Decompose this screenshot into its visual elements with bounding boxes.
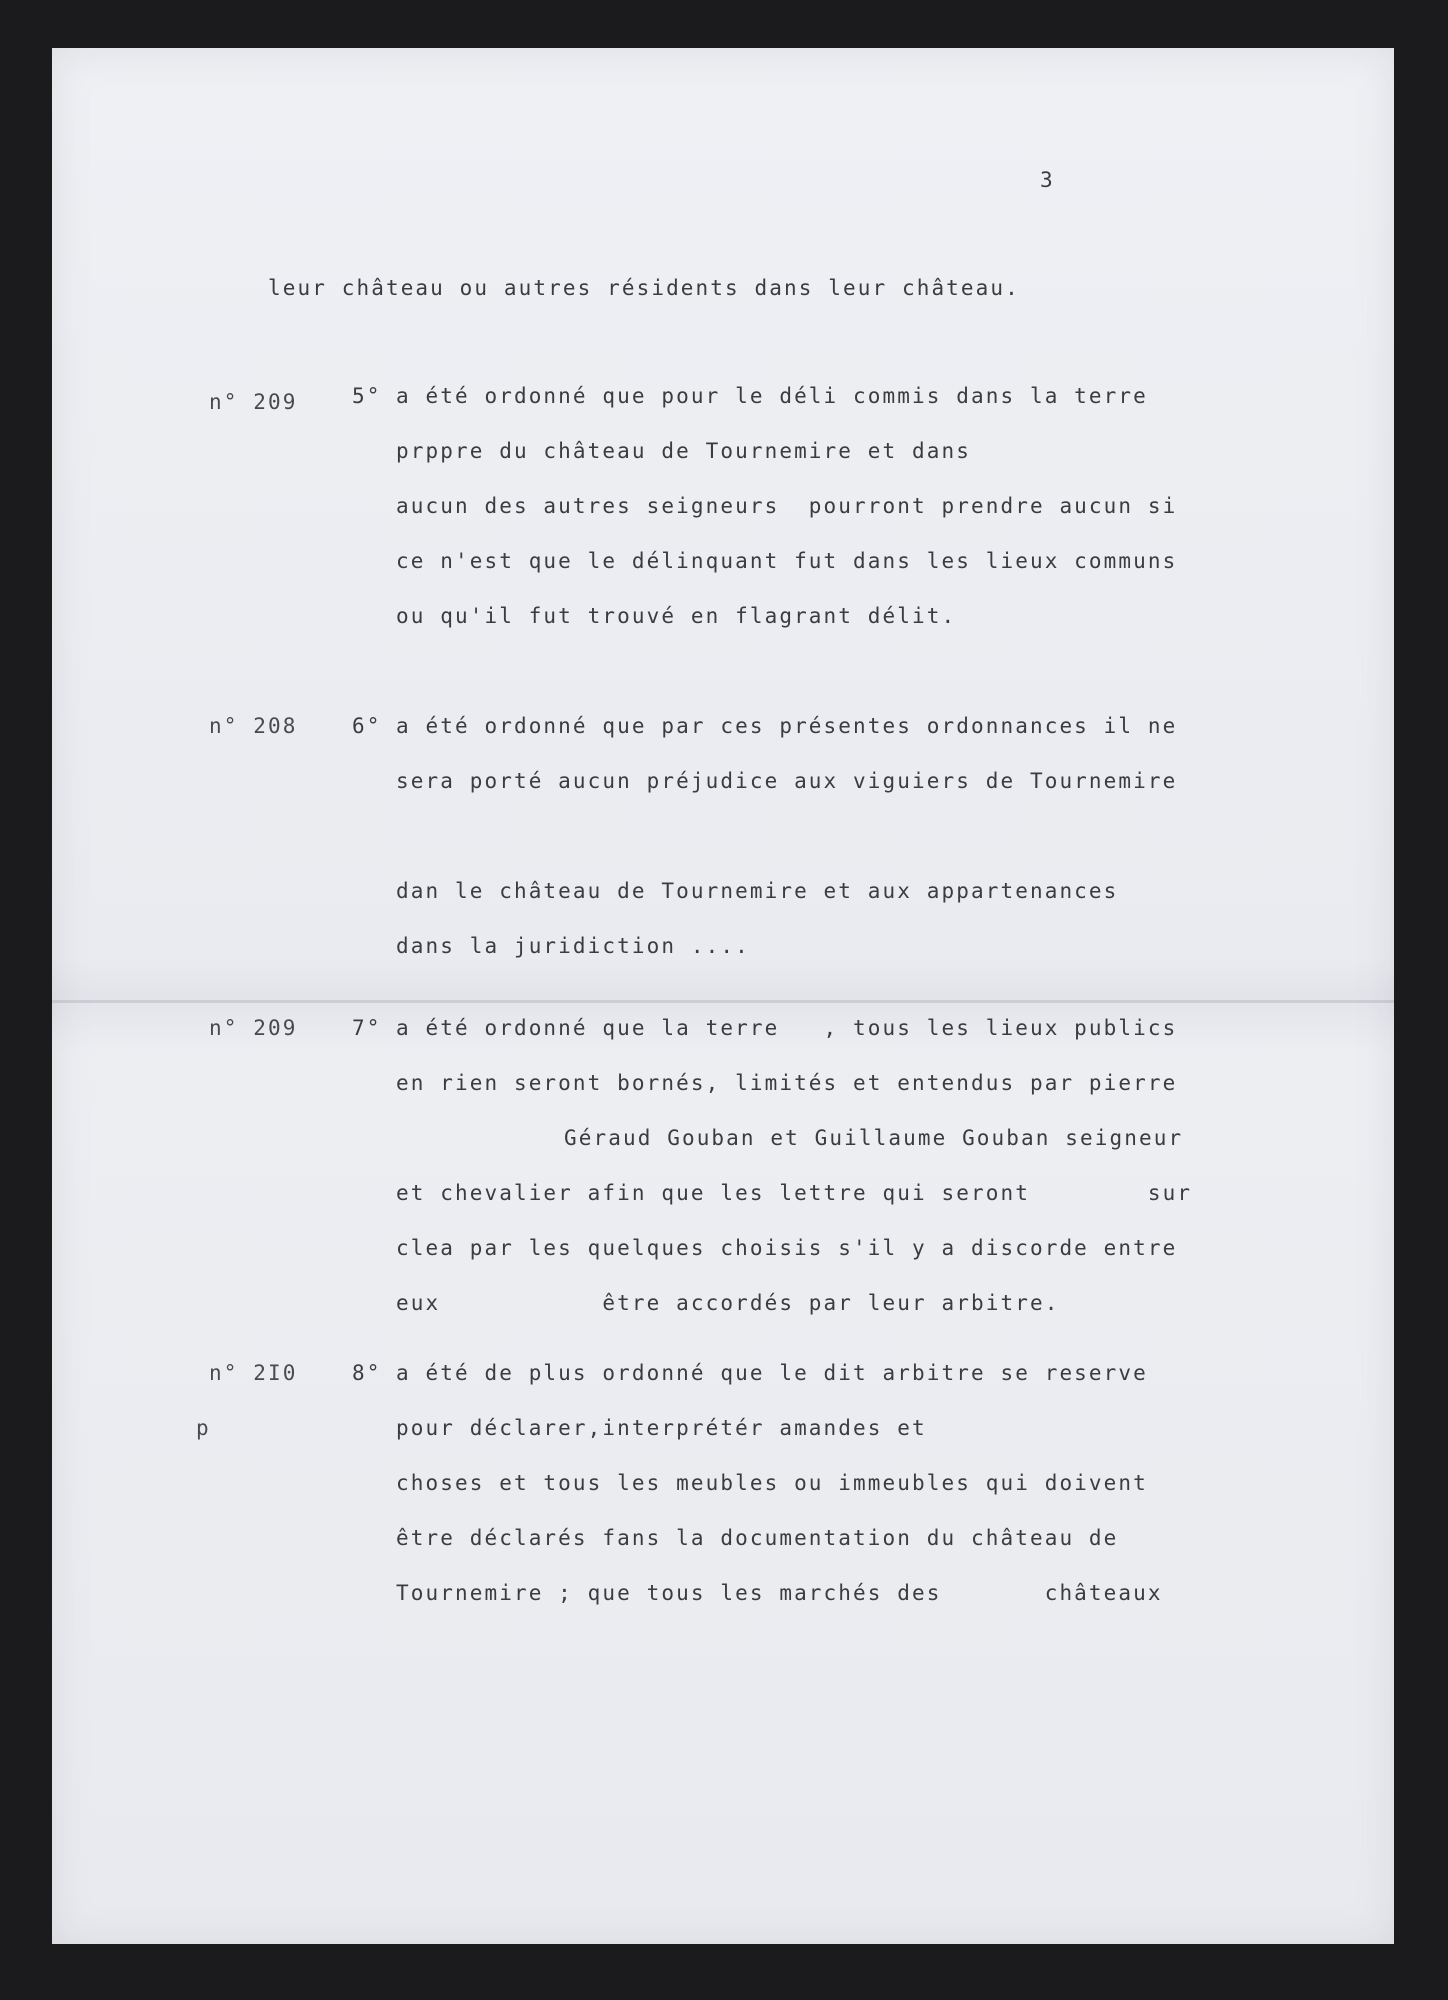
entry-line: prppre du château de Tournemire et dans — [396, 439, 971, 463]
entry-article: 8° — [352, 1361, 382, 1385]
entry-line: a été ordonné que pour le déli commis dans la terre — [396, 384, 1148, 408]
entry-article: 7° — [352, 1016, 382, 1040]
entry-line: a été ordonné que la terre , tous les lieux publics — [396, 1016, 1178, 1040]
entry-ref: n° 208 — [209, 714, 298, 738]
entry-line: a été ordonné que par ces présentes ordonnances il ne — [396, 714, 1178, 738]
entry-line: eux être accordés par leur arbitre. — [396, 1291, 1060, 1315]
margin-note: p — [196, 1416, 211, 1440]
entry-line: sera porté aucun préjudice aux viguiers de Tournemire — [396, 769, 1178, 793]
entry-line: dan le château de Tournemire et aux appartenances — [396, 879, 1119, 903]
entry-line: Tournemire ; que tous les marchés des châteaux — [396, 1581, 1163, 1605]
top-line: leur château ou autres résidents dans leur château. — [268, 276, 1020, 300]
typed-page — [52, 48, 1394, 1944]
page-number: 3 — [1040, 168, 1055, 192]
entry-article: 6° — [352, 714, 382, 738]
entry-ref: n° 209 — [209, 1016, 298, 1040]
entry-line: pour déclarer,interprétér amandes et — [396, 1416, 927, 1440]
entry-ref: n° 209 — [209, 390, 298, 414]
paper-fold — [52, 1000, 1394, 1003]
entry-article: 5° — [352, 384, 382, 408]
entry-line: ou qu'il fut trouvé en flagrant délit. — [396, 604, 957, 628]
entry-line: en rien seront bornés, limités et entendus par pierre — [396, 1071, 1178, 1095]
entry-line: dans la juridiction .... — [396, 934, 750, 958]
entry-line: aucun des autres seigneurs pourront prendre aucun si — [396, 494, 1178, 518]
entry-line: choses et tous les meubles ou immeubles qui doivent — [396, 1471, 1148, 1495]
entry-line: et chevalier afin que les lettre qui seront sur — [396, 1181, 1193, 1205]
entry-line: a été de plus ordonné que le dit arbitre se reserve — [396, 1361, 1148, 1385]
entry-line: être déclarés fans la documentation du château de — [396, 1526, 1119, 1550]
entry-line: clea par les quelques choisis s'il y a discorde entre — [396, 1236, 1178, 1260]
entry-line: ce n'est que le délinquant fut dans les lieux communs — [396, 549, 1178, 573]
entry-ref: n° 2I0 — [209, 1361, 298, 1385]
entry-line: Géraud Gouban et Guillaume Gouban seigneur — [564, 1126, 1184, 1150]
